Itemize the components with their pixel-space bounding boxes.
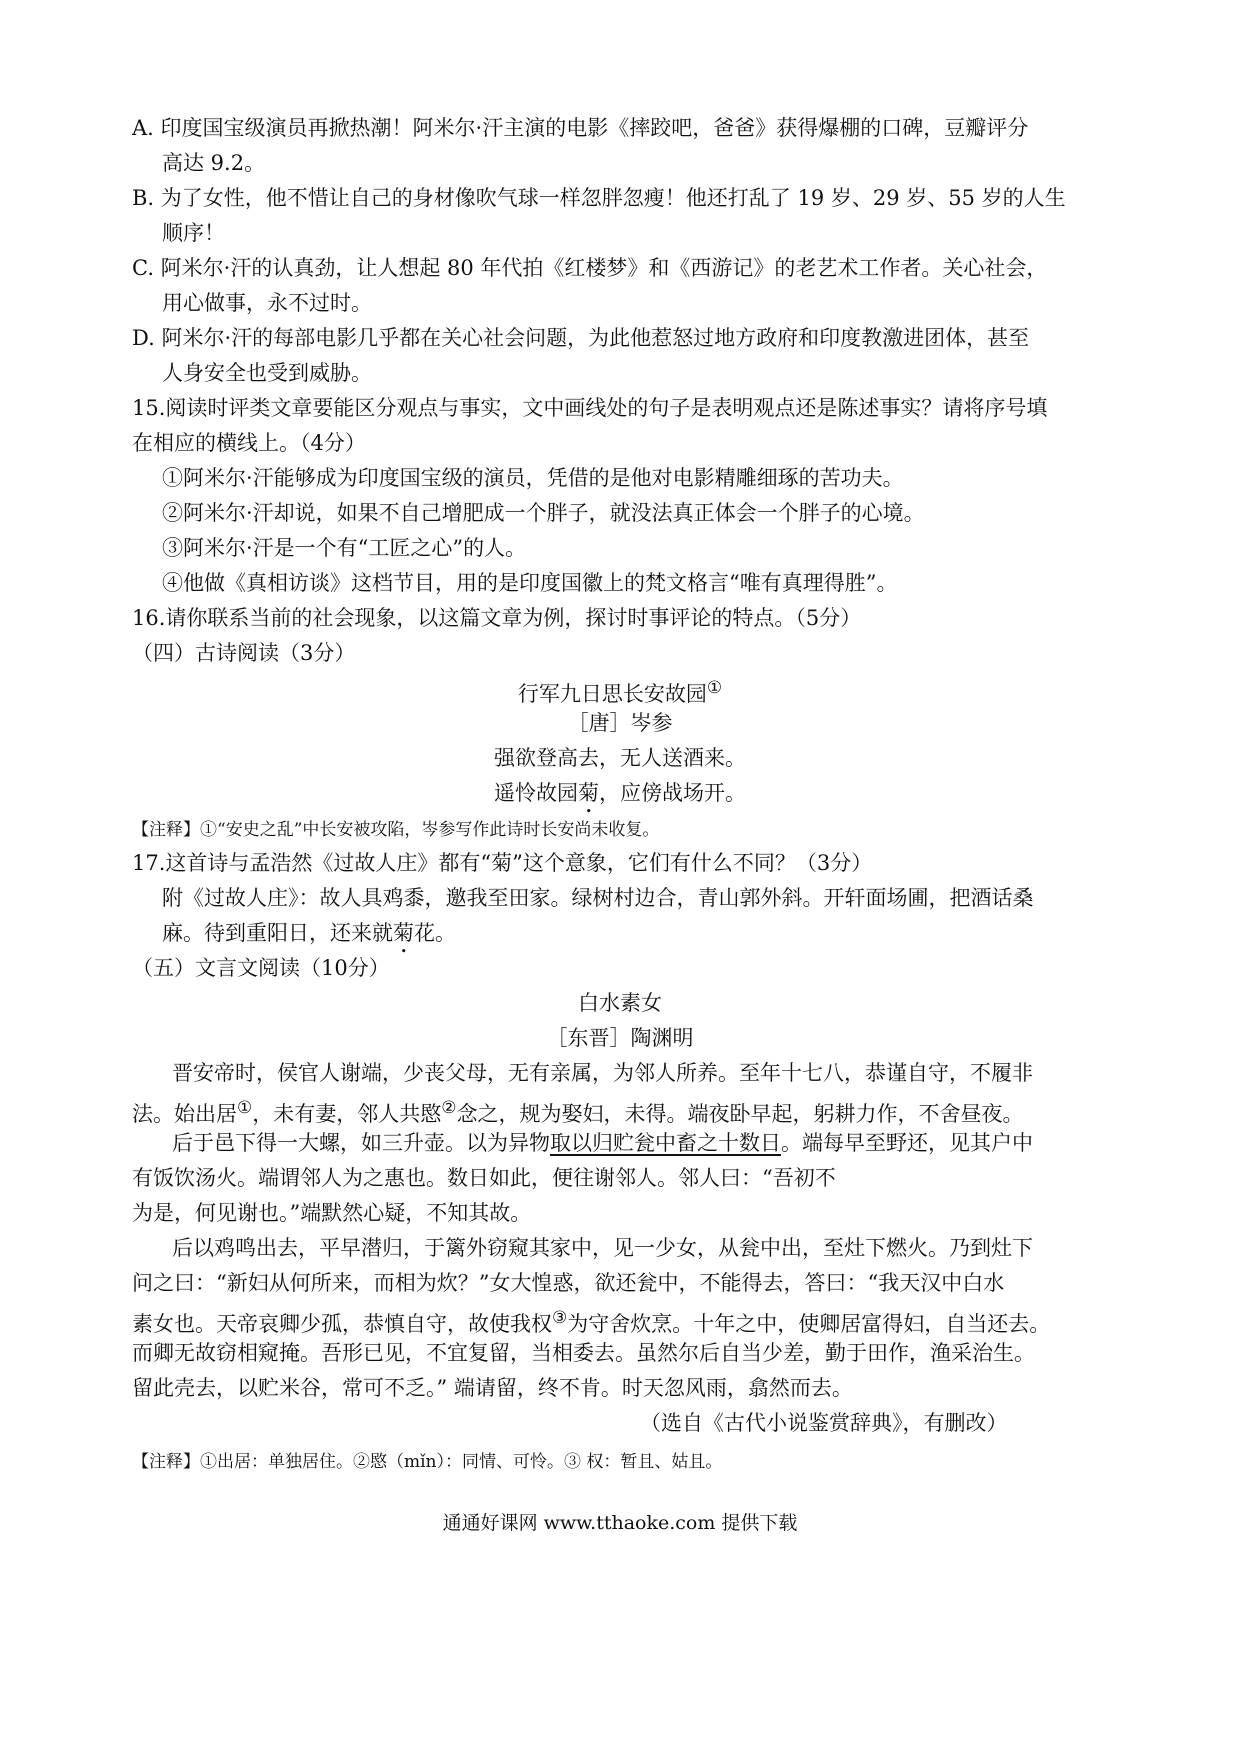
prose-p2-line1-b: 。端每早至野还，见其户中 <box>781 1131 1033 1155</box>
prose-p2-line1-a: 后于邑下得一大螺，如三升壶。以为异物 <box>172 1131 550 1155</box>
poem-note: 【注释】①“安史之乱”中长安被攻陷，岑参写作此诗时长安尚未收复。 <box>132 820 660 840</box>
poem-line-2-dot: 菊 <box>578 781 599 805</box>
poem-title-line <box>0 673 1240 709</box>
prose-p3-line4: 而卿无故窃相窥掩。吾形已见，不宜复留，当相委去。虽然尔后自当少差，勤于田作，渔采治生。 <box>132 1341 1035 1365</box>
prose-p1-line2-a: 法。始出居 <box>132 1102 237 1126</box>
prose-p2-line2: 有饭饮汤火。端谓邻人为之惠也。数日如此，便往谢邻人。邻人曰：“吾初不 <box>132 1166 836 1190</box>
q17-poem-line-2-a: 麻。待到重阳日，还来就 <box>162 921 393 945</box>
prose-note: 【注释】①出居：单独居住。②愍（mǐn）：同情、可怜。③ 权：暂且、姑且。 <box>132 1452 723 1472</box>
option-d-line1: D. 阿米尔·汗的每部电影几乎都在关心社会问题，为此他惹怒过地方政府和印度教激进团体，甚至 <box>132 326 1030 350</box>
poem-title: 行军九日思长安故园 <box>517 682 707 706</box>
option-b-line2: 顺序！ <box>162 221 225 245</box>
poem-author: ［唐］岑参 <box>567 711 673 735</box>
option-a-line1: A. 印度国宝级演员再掀热潮！阿米尔·汗主演的电影《摔跤吧，爸爸》获得爆棚的口碑，豆瓣评分 <box>132 116 1029 140</box>
q17-poem-line-1: 附《过故人庄》：故人具鸡黍，邀我至田家。绿树村边合，青山郭外斜。开轩面场圃，把酒话桑 <box>162 886 1034 910</box>
note-marker-2: ② <box>441 1098 457 1118</box>
poem-line-2 <box>0 778 1240 818</box>
option-d-line2: 人身安全也受到威胁。 <box>162 361 372 385</box>
question-15-line2: 在相应的横线上。（4分） <box>132 431 366 455</box>
option-c-line2: 用心做事，永不过时。 <box>162 291 372 315</box>
option-c-line1: C. 阿米尔·汗的认真劲，让人想起 80 年代拍《红楼梦》和《西游记》的老艺术工作者。关心社会， <box>132 256 1048 280</box>
prose-p3-line2: 问之曰：“新妇从何所来，而相为炊？”女大惶惑，欲还瓮中，不能得去，答曰：“我天汉中白水 <box>132 1271 1005 1295</box>
prose-p3-line5: 留此壳去，以贮米谷，常可不乏。” 端请留，终不肯。时天忽风雨，翕然而去。 <box>132 1376 853 1400</box>
prose-p1-line2-c: 念之，规为娶妇，未得。端夜卧早起，躬耕力作，不舍昼夜。 <box>456 1102 1024 1126</box>
q17-poem-line-2 <box>162 918 456 958</box>
prose-p3-line1: 后以鸡鸣出去，平早潜归，于篱外窃窥其家中，见一少女，从瓮中出，至灶下燃火。乃到灶下 <box>172 1236 1033 1260</box>
prose-source: （选自《古代小说鉴赏辞典》，有删改） <box>640 1411 1008 1435</box>
prose-p2-line3: 为是，何见谢也。”端默然心疑，不知其故。 <box>132 1201 532 1225</box>
poem-line-1: 强欲登高去，无人送酒来。 <box>494 746 746 770</box>
prose-p2-line1 <box>172 1128 1033 1158</box>
q15-sentence-3: ③阿米尔·汗是一个有“工匠之心”的人。 <box>162 536 527 560</box>
prose-p1-line2-b: ，未有妻，邻人共愍 <box>252 1102 442 1126</box>
prose-author: ［东晋］陶渊明 <box>546 1026 694 1050</box>
q15-sentence-4: ④他做《真相访谈》这档节目，用的是印度国徽上的梵文格言“唯有真理得胜”。 <box>162 571 898 595</box>
poem-line-2-b: ，应傍战场开。 <box>599 781 746 805</box>
question-16: 16.请你联系当前的社会现象，以这篇文章为例，探讨时事评论的特点。（5分） <box>132 606 862 630</box>
footer-credit: 通通好课网 www.tthaoke.com 提供下载 <box>442 1512 798 1534</box>
underlined-sentence: 取以归贮瓮中畜之十数日 <box>550 1131 781 1155</box>
q17-poem-line-2-b: 花。 <box>414 921 456 945</box>
prose-p3-line3-a: 素女也。天帝哀卿少孤，恭慎自守，故使我权 <box>132 1312 552 1336</box>
question-15-line1: 15.阅读时评类文章要能区分观点与事实，文中画线处的句子是表明观点还是陈述事实？请将序号填 <box>132 396 1048 420</box>
question-17: 17.这首诗与孟浩然《过故人庄》都有“菊”这个意象，它们有什么不同？（3分） <box>132 851 873 875</box>
section-5-heading: （五）文言文阅读（10分） <box>132 956 390 980</box>
option-b-line1: B. 为了女性，他不惜让自己的身材像吹气球一样忽胖忽瘦！他还打乱了 19 岁、29 岁、55 岁的人生 <box>132 186 1066 210</box>
prose-title: 白水素女 <box>578 991 662 1015</box>
prose-p1-line2 <box>132 1093 1024 1129</box>
prose-p3-line3 <box>132 1303 1050 1339</box>
option-a-line2: 高达 9.2。 <box>162 151 266 175</box>
poem-title-note: ① <box>706 678 723 698</box>
prose-p3-line3-b: 为守舍炊烹。十年之中，使卿居富得妇，自当还去。 <box>567 1312 1051 1336</box>
q17-poem-line-2-dot: 菊 <box>393 921 414 945</box>
q15-sentence-1: ①阿米尔·汗能够成为印度国宝级的演员，凭借的是他对电影精雕细琢的苦功夫。 <box>162 466 904 490</box>
poem-line-2-a: 遥怜故园 <box>494 781 578 805</box>
q15-sentence-2: ②阿米尔·汗却说，如果不自己增肥成一个胖子，就没法真正体会一个胖子的心境。 <box>162 501 925 525</box>
note-marker-1: ① <box>237 1098 253 1118</box>
section-4-heading: （四）古诗阅读（3分） <box>132 641 356 665</box>
note-marker-3: ③ <box>552 1308 568 1328</box>
prose-p1-line1: 晋安帝时，侯官人谢端，少丧父母，无有亲属，为邻人所养。至年十七八，恭谨自守，不履非 <box>172 1061 1033 1085</box>
